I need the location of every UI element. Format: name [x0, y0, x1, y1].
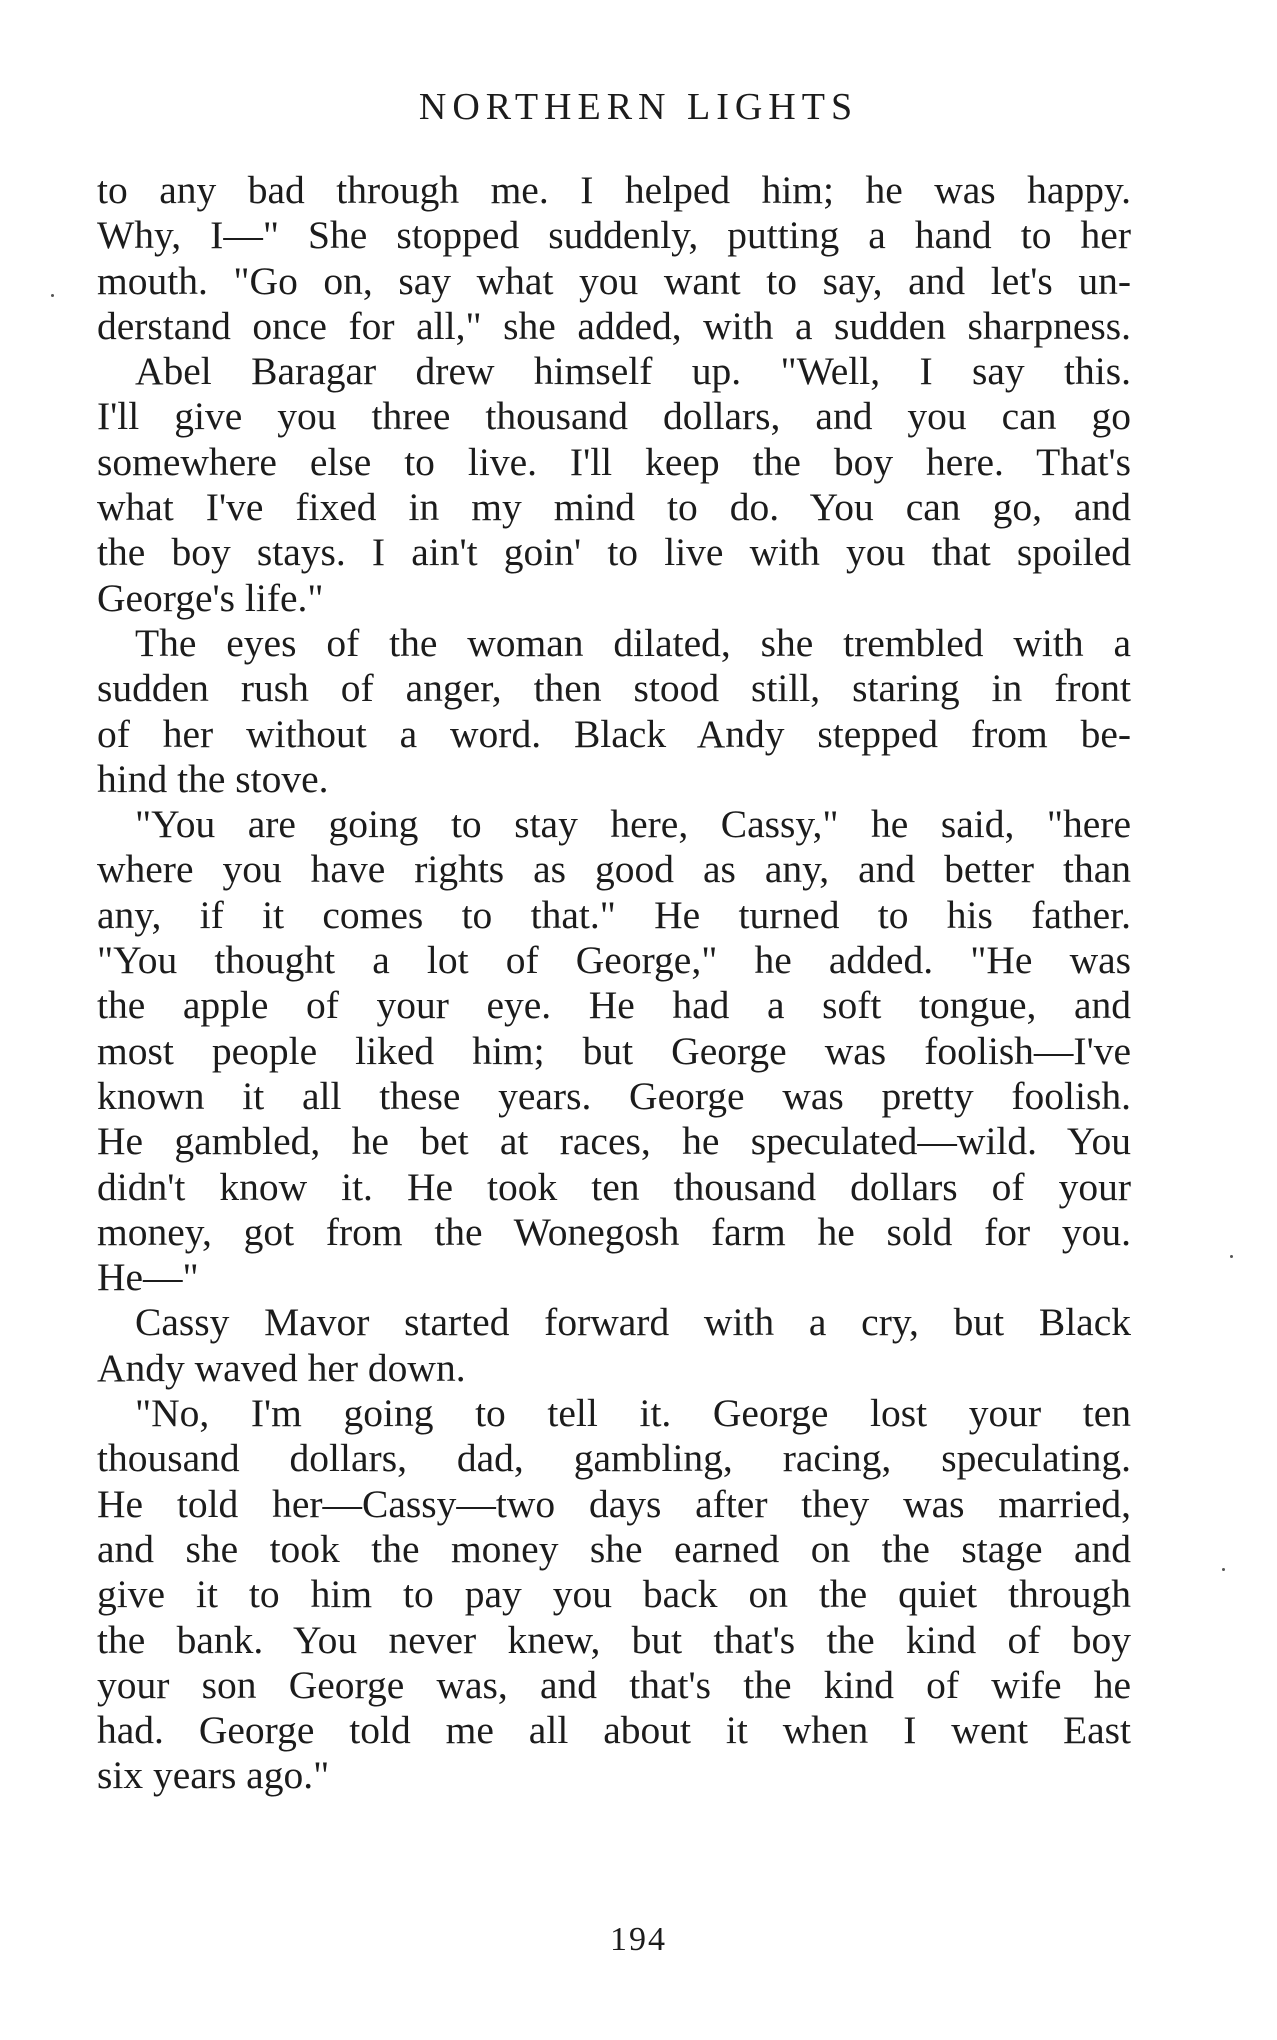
text-line: hind the stove.: [97, 756, 329, 801]
text-line: the bank. You never knew, but that's the kind of boy: [97, 1617, 1131, 1662]
text-line: He told her—Cassy—two days after they was married,: [97, 1481, 1131, 1526]
text-line: your son George was, and that's the kind of wife he: [97, 1662, 1131, 1707]
text-line: Why, I—" She stopped suddenly, putting a hand to her: [97, 213, 1131, 258]
text-line: known it all these years. George was pretty foolish.: [97, 1073, 1131, 1118]
text-line: six years ago.": [97, 1753, 330, 1798]
text-line: Andy waved her down.: [97, 1345, 466, 1390]
text-line: any, if it comes to that." He turned to his father.: [97, 892, 1131, 937]
text-line: to any bad through me. I helped him; he was happy.: [97, 168, 1131, 212]
text-line: give it to him to pay you back on the quiet through: [97, 1572, 1131, 1617]
paper-speck: [51, 294, 54, 297]
running-head: NORTHERN LIGHTS: [418, 86, 859, 128]
text-line: somewhere else to live. I'll keep the boy here. That's: [97, 439, 1131, 484]
text-line: the boy stays. I ain't goin' to live with you that spoiled: [97, 530, 1131, 575]
text-line: Abel Baragar drew himself up. "Well, I say this.: [135, 349, 1131, 394]
text-line: George's life.": [97, 575, 324, 620]
text-line: I'll give you three thousand dollars, and you can go: [97, 394, 1131, 439]
text-line: what I've fixed in my mind to do. You can go, and: [97, 485, 1131, 530]
text-line: money, got from the Wonegosh farm he sold for you.: [97, 1209, 1131, 1254]
text-line: where you have rights as good as any, and better than: [97, 847, 1131, 892]
body-text: [97, 168, 1131, 1799]
text-line: Cassy Mavor started forward with a cry, but Black: [135, 1300, 1131, 1345]
text-line: He gambled, he bet at races, he speculated—wild. You: [97, 1119, 1131, 1164]
page-number: 194: [610, 1921, 667, 1958]
text-line: mouth. "Go on, say what you want to say, and let's un-: [97, 258, 1131, 303]
text-line: derstand once for all," she added, with a sudden sharpness.: [97, 303, 1131, 348]
text-line: didn't know it. He took ten thousand dollars of your: [97, 1164, 1131, 1209]
text-line: He—": [97, 1255, 199, 1300]
text-line: "You thought a lot of George," he added. "He was: [97, 938, 1131, 983]
paper-speck: [1230, 1255, 1233, 1258]
text-line: "You are going to stay here, Cassy," he said, "here: [135, 802, 1131, 847]
text-line: The eyes of the woman dilated, she trembled with a: [135, 620, 1131, 665]
text-line: the apple of your eye. He had a soft tongue, and: [97, 983, 1131, 1028]
text-line: of her without a word. Black Andy stepped from be-: [97, 711, 1131, 756]
text-line: thousand dollars, dad, gambling, racing, speculating.: [97, 1436, 1131, 1481]
text-line: "No, I'm going to tell it. George lost your ten: [135, 1391, 1131, 1436]
paper-speck: [1222, 1568, 1225, 1571]
text-line: and she took the money she earned on the stage and: [97, 1526, 1131, 1571]
text-line: sudden rush of anger, then stood still, staring in front: [97, 666, 1131, 711]
text-line: most people liked him; but George was foolish—I've: [97, 1028, 1131, 1073]
text-line: had. George told me all about it when I went East: [97, 1708, 1131, 1753]
